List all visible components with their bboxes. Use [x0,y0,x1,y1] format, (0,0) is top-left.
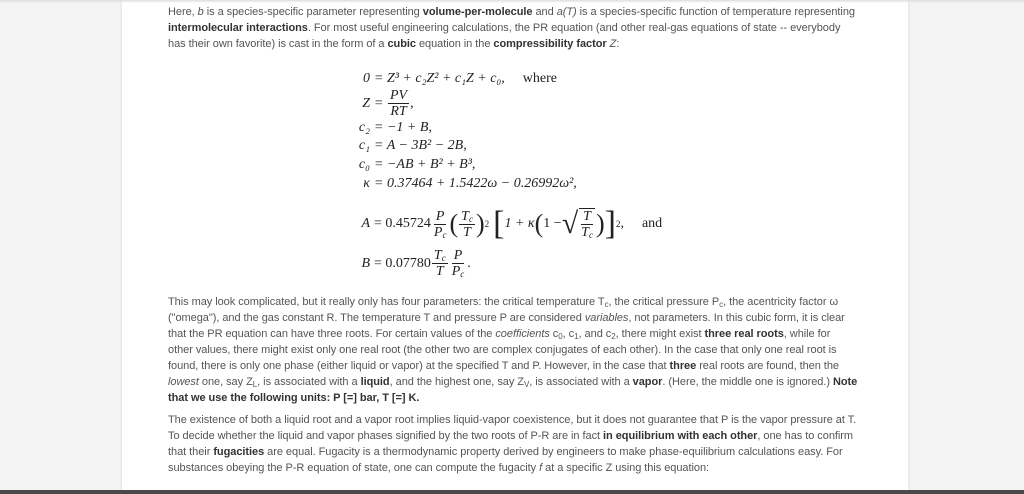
eq-rhs: = −AB + B² + B³, [374,157,476,172]
text-run: , the acentricity factor ω ("omega"), and the gas constant R. The temperature T and pressure P are considered [168,296,838,324]
text-run: . For most useful engineering calculations, the PR equation (and other real-gas equations of state -- everybody has their own favorite) is cast in the form of a [168,22,841,50]
italic-text: variables [584,312,629,324]
eq-rhs: = −1 + B, [374,120,432,135]
text-run: , and c [578,328,612,340]
den-base: P [433,224,443,240]
text-run: is a species-specific parameter representing [203,6,423,18]
subscript: c [604,300,609,309]
eq-tail: and [641,216,663,231]
bold-text: volume-per-molecule [422,6,533,18]
eq-lhs: c₁ [358,138,370,153]
bold-text: intermolecular interactions [168,22,308,34]
eq-lhs: A [361,216,370,231]
eq-lhs: c₀ [358,157,370,172]
text-run: . (Here, the middle one is ignored.) [662,376,833,388]
bold-text: vapor [632,376,663,388]
fraction-tc-t [432,248,448,279]
text-run: is a species-specific function of temperature representing [576,6,855,18]
numerator: P [435,208,445,224]
paragraph-parameters [168,294,858,406]
text-run: are equal. Fugacity is a thermodynamic property derived by engineers to make phase-equilibrium calculations easy. For substances obeying the P-R equation of state, one can compute the fugacity [168,446,843,474]
denominator [432,225,449,240]
eq-lhs: B [361,255,370,271]
eq-end: . [467,255,471,271]
text-run: , one has to confirm that their [168,430,854,458]
equation-b [290,248,471,279]
paren-open: ( [534,209,544,238]
fraction-p-pc [450,248,467,279]
bold-text: compressibility factor [493,38,607,50]
text-run: and [532,6,557,18]
bold-text: cubic [387,38,416,50]
text-run: , is associated with a [257,376,361,388]
equation-c2 [290,120,432,136]
numerator: P [453,248,463,263]
eq-lhs: Z [362,95,370,111]
bold-text: three real roots [704,328,784,340]
italic-text: coefficients [495,328,550,340]
eq-rhs: = Z³ + c₂Z² + c₁Z + c₀, [374,71,505,86]
denominator [450,264,467,279]
text-run: real roots are found, then the [696,360,839,372]
eq-coef: = 0.07780 [374,255,431,271]
numerator: T [583,209,591,224]
italic-text: a(T) [556,6,577,18]
equation-kappa [290,176,577,192]
paren-close: ) [595,209,605,238]
text-run: : [616,38,620,50]
bold-text: in equilibrium with each other [603,430,758,442]
text-run: c [549,328,559,340]
eq-lhs: 0 [363,71,370,86]
text-run: , c [562,328,575,340]
radical-icon: √ [561,207,579,240]
equation-c0 [290,157,475,173]
paren-open: ( [449,209,459,238]
num-base: T [433,248,442,263]
den-sub: c [460,269,465,279]
eq-equals: = [374,95,387,111]
num-base: T [461,208,469,224]
top-shadow [0,0,1024,3]
equation-a: A = 0.45724 $\frac{P}{P_c}$ ( $\frac{T_c}{T}$ ) 2 [ 1 + κ ( 1 − √ $\frac{T}{T_c}$ ) ] 2 , and [290,203,662,245]
equation-cubic [290,71,557,87]
eq-end: , [620,216,624,231]
square-root [562,208,596,240]
denominator: T [435,264,444,279]
numerator [432,248,448,264]
subscript: 1 [574,332,579,341]
num-sub: c [468,213,473,224]
bold-text: three [669,360,697,372]
bold-text: liquid [360,376,390,388]
text-run: one, say Z [198,376,253,388]
subscript: c [719,300,724,309]
text-run: at a specific Z using this equation: [542,462,710,474]
fraction-p-pc [432,209,449,240]
denominator: T [463,224,471,240]
fraction-pv-rt [388,88,409,119]
subscript: L [252,380,258,389]
paragraph-fugacity [168,412,858,476]
italic-text: lowest [168,376,199,388]
subscript: V [523,380,530,389]
paren-close: ) [475,209,485,238]
equation-c1 [290,138,467,154]
bold-text: fugacities [213,446,265,458]
eq-coef: = 0.45724 [374,216,431,231]
text-run: , while for other values, there might exist only one real root (the other two are complex conjugates of each other). In the case that only one real root is found, there is only one phase (either liquid or vapor) at the specified T and P. However, in the case that [168,328,837,372]
eq-rhs: = A − 3B² − 2B, [374,138,467,153]
bracket-close: ] [604,205,616,242]
numerator: PV [389,88,408,103]
den-base: T [581,225,589,240]
denominator: RT [390,104,407,119]
eq-tail: where [522,71,557,86]
numerator [459,209,475,225]
italic-text: b [197,6,204,18]
eq-end: , [410,95,414,111]
text-run: , is associated with a [529,376,633,388]
italic-text: f [539,462,543,474]
num-sub: c [441,253,446,263]
denominator [579,225,595,240]
bold-text: Note that we use the following units: P [=] bar, T [=] K. [168,376,858,404]
den-sub: c [442,229,447,240]
italic-text: Z [609,38,617,50]
text-run: , the critical pressure P [608,296,720,308]
subscript: 2 [611,332,616,341]
text-run: equation in the [415,38,494,50]
subscript: 0 [558,332,563,341]
fraction-t-tc [579,208,595,240]
eq-term: 1 − [543,216,562,231]
eq-lhs: κ [363,176,370,191]
text-run: , there might exist [615,328,705,340]
text-run: The existence of both a liquid root and a vapor root implies liquid-vapor coexistence, but it does not guarantee that P is the vapor pressure at T. To decide whether the liquid and vapor phases signified by the two roots of P-R are in fact [168,414,857,442]
equation-z [290,88,414,119]
bracket-open: [ [493,205,505,242]
fraction-tc-t [459,209,475,240]
text-run: Here, [168,6,198,18]
den-base: P [451,264,461,279]
den-sub: c [588,230,593,240]
eq-lhs: c₂ [358,120,370,135]
bottom-edge [0,490,1024,494]
eq-term: 1 + κ [504,216,535,231]
paragraph-pr-intro [168,4,858,52]
text-run: This may look complicated, but it really only has four parameters: the critical temperature T [168,296,605,308]
text-run: , not parameters. In this cubic form, it is clear that the PR equation can have three roots. For certain values of the [168,312,845,340]
eq-rhs: = 0.37464 + 1.5422ω − 0.26992ω², [374,176,577,191]
text-run: , and the highest one, say Z [389,376,524,388]
